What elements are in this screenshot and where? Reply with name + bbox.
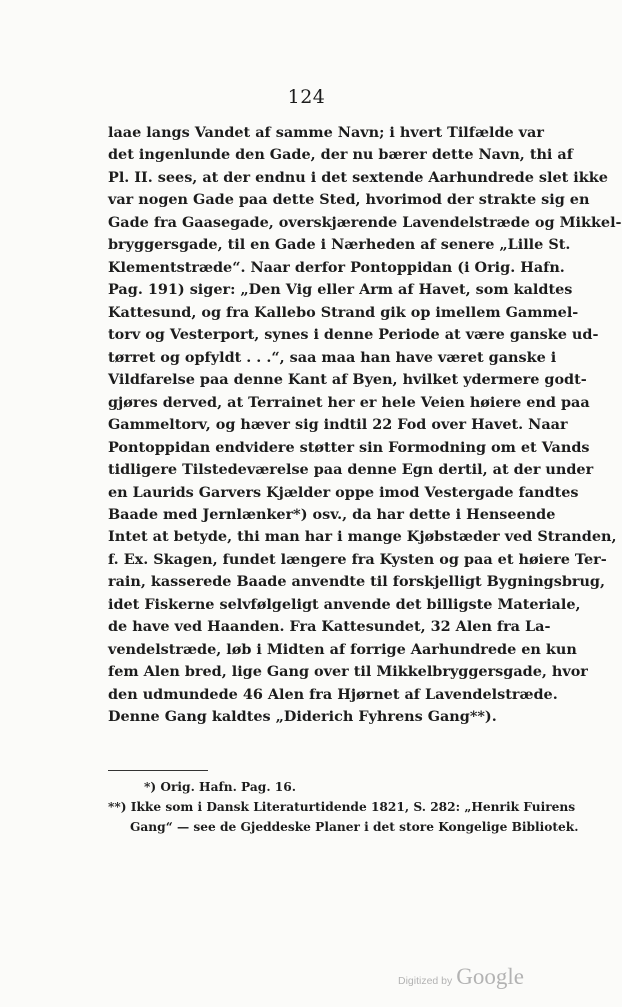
google-logo: Google xyxy=(456,964,524,989)
text-line: Klementstræde“. Naar derfor Pontoppidan (i Orig. Hafn. xyxy=(108,258,565,276)
text-line: var nogen Gade paa dette Sted, hvorimod der strakte sig en xyxy=(108,191,590,209)
footnote-2: **) Ikke som i Dansk Literaturtidende 1821, S. 282: „Henrik Fuirens xyxy=(108,800,576,814)
text-line: torv og Vesterport, synes i denne Periode at være ganske ud- xyxy=(108,326,599,344)
body-text xyxy=(108,122,622,729)
text-line: det ingenlunde den Gade, der nu bærer dette Navn, thi af xyxy=(108,146,573,164)
text-line: laae langs Vandet af samme Navn; i hvert Tilfælde var xyxy=(108,124,544,141)
text-line: Gade fra Gaasegade, overskjærende Lavendelstræde og Mikkel- xyxy=(108,213,622,231)
text-line: Baade med Jernlænker*) osv., da har dette i Henseende xyxy=(108,505,556,523)
text-line: Pontoppidan endvidere støtter sin Formodning om et Vands xyxy=(108,438,590,456)
text-line: tidligere Tilstedeværelse paa denne Egn dertil, at der under xyxy=(108,461,594,479)
text-line: vendelstræde, løb i Midten af forrige Aarhundrede en kun xyxy=(108,640,577,658)
digitized-by-watermark xyxy=(398,964,524,990)
text-line: den udmundede 46 Alen fra Hjørnet af Lavendelstræde. xyxy=(108,685,558,703)
text-line: gjøres derved, at Terrainet her er hele Veien høiere end paa xyxy=(108,393,590,411)
page-number: 124 xyxy=(287,86,326,108)
text-line: Intet at betyde, thi man har i mange Kjøbstæder ved Stranden, xyxy=(108,528,617,546)
text-line: tørret og opfyldt . . .“, saa maa han have været ganske i xyxy=(108,348,557,366)
text-line: f. Ex. Skagen, fundet længere fra Kysten og paa et høiere Ter- xyxy=(108,550,607,568)
text-line: en Laurids Garvers Kjælder oppe imod Vestergade fandtes xyxy=(108,483,579,501)
text-line: Vildfarelse paa denne Kant af Byen, hvilket ydermere godt- xyxy=(108,371,587,389)
text-line: Pag. 191) siger: „Den Vig eller Arm af Havet, som kaldtes xyxy=(108,281,573,299)
watermark-prefix: Digitized by xyxy=(398,975,453,987)
text-line: Denne Gang kaldtes „Diderich Fyhrens Gang**). xyxy=(108,708,497,726)
footnotes xyxy=(108,777,579,837)
text-line: Gammeltorv, og hæver sig indtil 22 Fod over Havet. Naar xyxy=(108,416,568,434)
footnote-1: *) Orig. Hafn. Pag. 16. xyxy=(144,780,297,794)
text-line: idet Fiskerne selvfølgeligt anvende det billigste Materiale, xyxy=(108,595,581,613)
text-line: Kattesund, og fra Kallebo Strand gik op imellem Gammel- xyxy=(108,303,579,321)
footnote-2-continuation: Gang“ — see de Gjeddeske Planer i det store Kongelige Bibliotek. xyxy=(130,820,579,834)
text-line: de have ved Haanden. Fra Kattesundet, 32 Alen fra La- xyxy=(108,618,551,636)
text-line: rain, kasserede Baade anvendte til forskjelligt Bygningsbrug, xyxy=(108,573,605,591)
text-line: bryggersgade, til en Gade i Nærheden af senere „Lille St. xyxy=(108,236,571,254)
footnote-divider xyxy=(108,770,208,771)
text-line: Pl. II. sees, at der endnu i det sextende Aarhundrede slet ikke xyxy=(108,168,608,186)
text-line: fem Alen bred, lige Gang over til Mikkelbryggersgade, hvor xyxy=(108,663,588,681)
